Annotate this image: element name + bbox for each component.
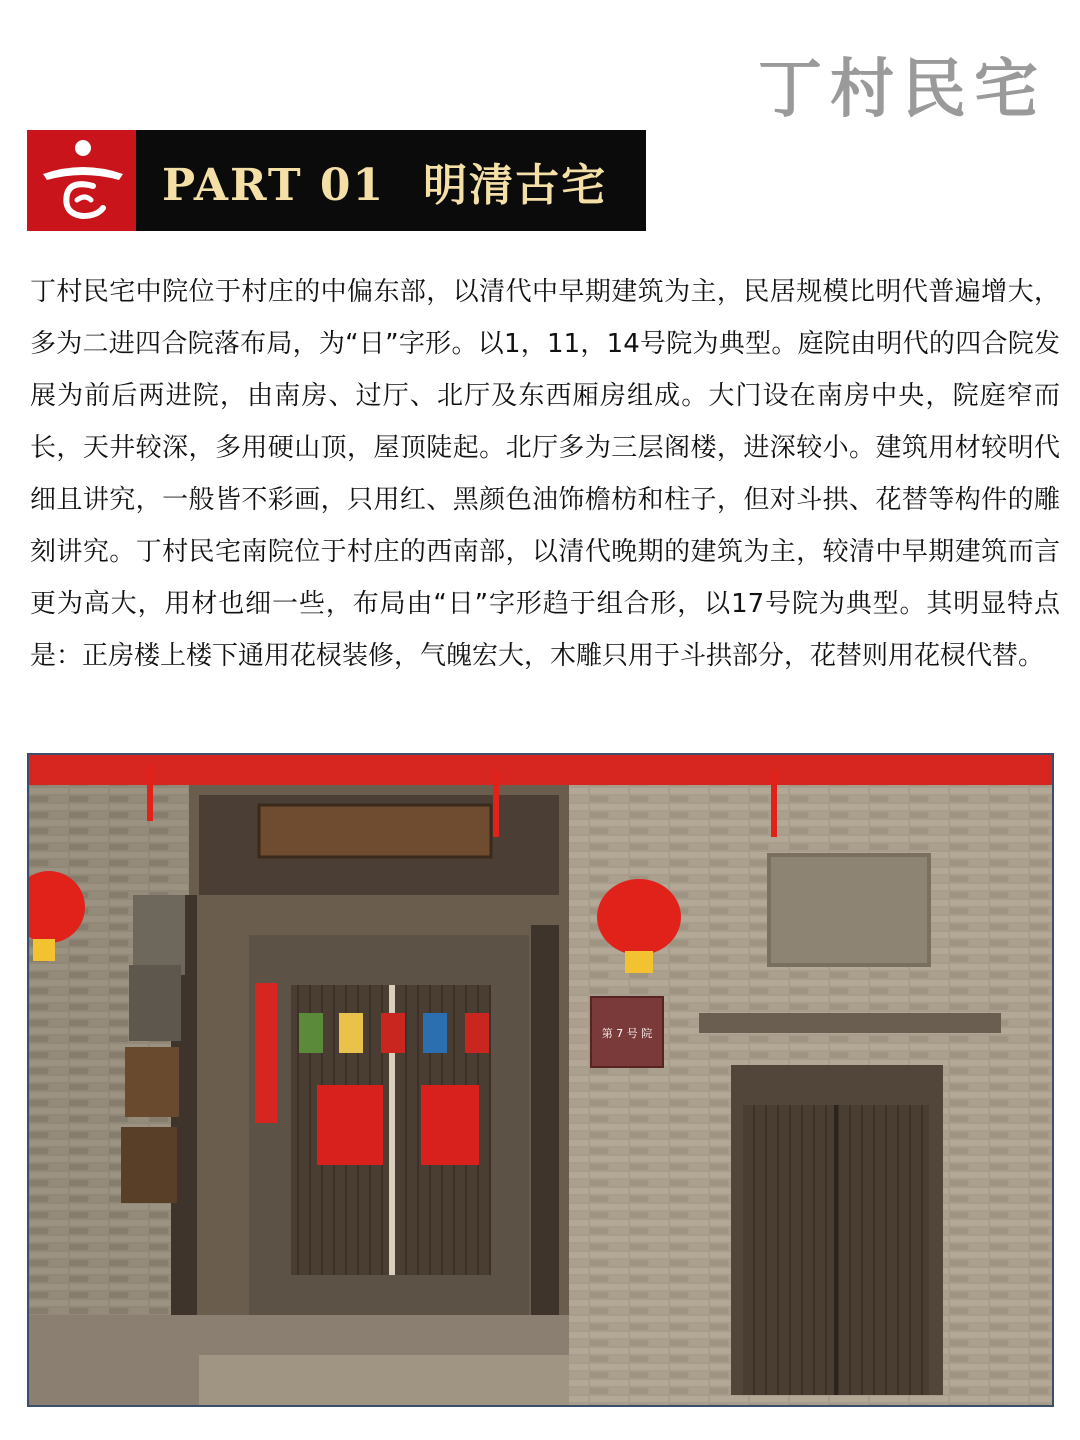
section-title: 明清古宅 bbox=[423, 159, 608, 211]
section-banner bbox=[27, 130, 646, 231]
courtyard-photo bbox=[27, 753, 1054, 1407]
part-label: PART 01 bbox=[162, 159, 386, 211]
banner-heading bbox=[162, 149, 607, 213]
logo bbox=[27, 130, 136, 231]
article-paragraph: 丁村民宅中院位于村庄的中偏东部，以清代中早期建筑为主，民居规模比明代普遍增大，多为二进四合院落布局，为“日”字形。以1，11，14号院为典型。庭院由明代的四合院发展为前后两进院，由南房、过厅、北厅及东西厢房组成。大门设在南房中央，院庭窄而长，天井较深，多用硬山顶，屋顶陡起。北厅多为三层阁楼，进深较小。建筑用材较明代细且讲究，一般皆不彩画，只用红、黑颜色油饰檐枋和柱子，但对斗拱、花替等构件的雕刻讲究。丁村民宅南院位于村庄的西南部，以清代晚期的建筑为主，较清中早期建筑而言更为高大，用材也细一些，布局由“日”字形趋于组合形，以17号院为典型。其明显特点是：正房楼上楼下通用花棂装修，气魄宏大，木雕只用于斗拱部分，花替则用花棂代替。 bbox=[30, 277, 1060, 671]
logo-icon bbox=[27, 130, 136, 231]
corner-title: 丁村民宅 bbox=[758, 53, 1046, 127]
courtyard-illustration bbox=[29, 755, 1052, 1405]
plaque-text: 第 7 号 院 bbox=[601, 1027, 653, 1040]
